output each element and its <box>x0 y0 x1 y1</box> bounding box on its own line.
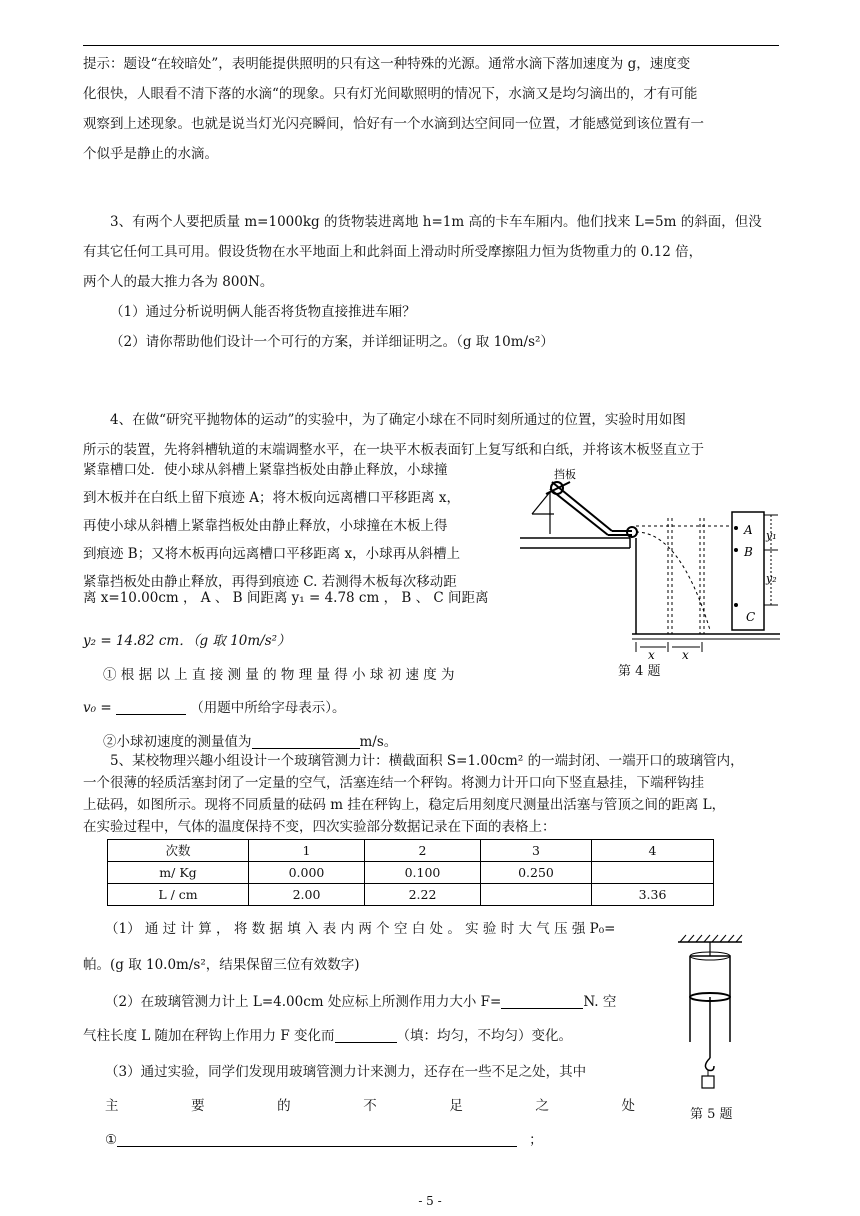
header-rule <box>83 45 779 46</box>
table-row: L / cm 2.00 2.22 3.36 <box>108 884 714 906</box>
question-4-body <box>83 456 493 596</box>
hint-line: 观察到上述现象。也就是说当灯光闪亮瞬间，恰好有一个水滴到达空间同一位置，才能感觉到该位置有一 <box>83 116 704 132</box>
q4-line: 到痕迹 B；又将木板再向远离槽口平移距离 x，小球再从斜槽上 <box>83 546 461 562</box>
q5-sub1-line1: （1） 通 过 计 算 ， 将 数 据 填 入 表 内 两 个 空 白 处 。 实 验 时 大 气 压 强 P₀= <box>105 921 616 937</box>
question-3 <box>83 207 779 357</box>
hint-paragraph <box>83 49 779 169</box>
label-x1: x <box>648 648 655 662</box>
q4-sub1: ① 根 据 以 上 直 接 测 量 的 物 理 量 得 小 球 初 速 度 为 <box>103 667 455 683</box>
figure-4-apparatus <box>520 462 780 662</box>
mark-A <box>734 526 738 530</box>
q4-line: 所示的装置，先将斜槽轨道的末端调整水平，在一块平木板表面钉上复写纸和白纸，并将该木板竖直立于 <box>83 442 704 458</box>
q5-line: 在实验过程中，气体的温度保持不变，四次实验部分数据记录在下面的表格上： <box>83 819 556 835</box>
q5-line: 上砝码，如图所示。现将不同质量的砝码 m 挂在秤钩上，稳定后用刻度尺测量出活塞与管顶之间的距离 L， <box>83 797 726 813</box>
answer-blank-shortcoming-1[interactable] <box>117 1130 517 1147</box>
page-number: - 5 - <box>418 1194 442 1208</box>
figure-5-apparatus <box>672 930 752 1100</box>
answer-blank-v0[interactable] <box>116 698 186 715</box>
q5-line: 一个很薄的轻质活塞封闭了一定量的空气，活塞连结一个秤钩。将测力计开口向下竖直悬挂，下端秤钩挂 <box>83 775 704 791</box>
q4-line: 到木板并在白纸上留下痕迹 A；将木板向远离槽口平移距离 x， <box>83 490 460 506</box>
q4-line: 紧靠槽口处．使小球从斜槽上紧靠挡板处由静止释放，小球撞 <box>83 462 448 478</box>
q5-sub2-line1: （2）在玻璃管测力计上 L=4.00cm 处应标上所测作用力大小 F= N. 空 <box>105 994 617 1010</box>
mark-B <box>734 548 738 552</box>
label-baffle: 挡板 <box>554 468 576 481</box>
table-row: m/ Kg 0.000 0.100 0.250 <box>108 862 714 884</box>
hook <box>705 1058 714 1071</box>
q5-sub3-line3: ① ； <box>105 1132 543 1148</box>
q4-sub1-answer: v₀ = （用题中所给字母表示）。 <box>83 700 346 716</box>
q3-line: 有其它任何工具可用。假设货物在水平地面上和此斜面上滑动时所受摩擦阻力恒为货物重力的 0.12 倍， <box>83 244 703 260</box>
q5-sub2-line2: 气柱长度 L 随加在秤钩上作用力 F 变化而 （填：均匀，不均匀）变化。 <box>83 1028 572 1044</box>
label-B: B <box>744 545 753 559</box>
hint-line: 化很快，人眼看不清下落的水滴“的现象。只有灯光间歇照明的情况下，水滴又是均匀滴出的，才有可能 <box>83 86 698 102</box>
hint-line: 提示：题设“在较暗处”，表明能提供照明的只有这一种特殊的光源。通常水滴下落加速度为 g，速度变 <box>83 56 691 72</box>
label-y2: y₂ <box>766 572 777 585</box>
hint-line: 个似乎是静止的水滴。 <box>83 146 218 162</box>
answer-blank-F[interactable] <box>501 992 583 1009</box>
trajectory <box>636 532 710 630</box>
mark-C <box>734 603 738 607</box>
q3-sub2: （2）请你帮助他们设计一个可行的方案，并详细证明之。（g 取 10m/s²） <box>110 334 554 350</box>
q3-line: 两个人的最大推力各为 800N。 <box>83 274 274 290</box>
q4-line: 4、在做“研究平抛物体的运动”的实验中，为了确定小球在不同时刻所通过的位置，实验时用如图 <box>110 412 686 428</box>
q4-y2-line: y₂ = 14.82 cm．（g 取 10m/s²） <box>83 633 291 649</box>
q5-sub3-line1: （3）通过实验，同学们发现用玻璃管测力计来测力，还存在一些不足之处，其中 <box>105 1064 587 1080</box>
q4-sub2: ②小球初速度的测量值为 m/s。 <box>103 734 398 750</box>
answer-blank-uniformity[interactable] <box>335 1026 397 1043</box>
table-row: 次数 1 2 3 4 <box>108 840 714 862</box>
question-5-intro <box>83 750 779 838</box>
label-C: C <box>746 610 756 624</box>
blank-cell-m4[interactable] <box>592 862 714 884</box>
answer-blank-v0-value[interactable] <box>252 732 360 749</box>
blank-cell-L3[interactable] <box>481 884 592 906</box>
weight <box>702 1076 714 1088</box>
figure-4-caption: 第 4 题 <box>618 664 661 679</box>
label-A: A <box>744 523 753 537</box>
figure-5-caption: 第 5 题 <box>690 1107 733 1122</box>
q3-sub1: （1）通过分析说明俩人能否将货物直接推进车厢？ <box>110 304 416 320</box>
q4-distance-line: 离 x=10.00cm ， A 、 B 间距离 y₁ = 4.78 cm ， B 、 C 间距离 <box>83 590 489 606</box>
q5-line: 5、某校物理兴趣小组设计一个玻璃管测力计：横截面积 S=1.00cm² 的一端封闭、一端开口的玻璃管内， <box>110 753 744 769</box>
data-table <box>107 839 714 906</box>
label-x2: x <box>682 648 689 662</box>
q5-sub3-line2: 主 要 的 不 足 之 处 <box>105 1098 635 1114</box>
q3-line: 3、有两个人要把质量 m=1000kg 的货物装进离地 h=1m 高的卡车车厢内。他们找来 L=5m 的斜面，但没 <box>110 214 762 230</box>
label-y1: y₁ <box>766 529 777 542</box>
q4-line: 紧靠挡板处由静止释放，再得到痕迹 C. 若测得木板每次移动距 <box>83 574 457 590</box>
q5-sub1-line2: 帕。(g 取 10.0m/s²，结果保留三位有效数字) <box>83 957 360 973</box>
q4-line: 再使小球从斜槽上紧靠挡板处由静止释放，小球撞在木板上得 <box>83 518 448 534</box>
